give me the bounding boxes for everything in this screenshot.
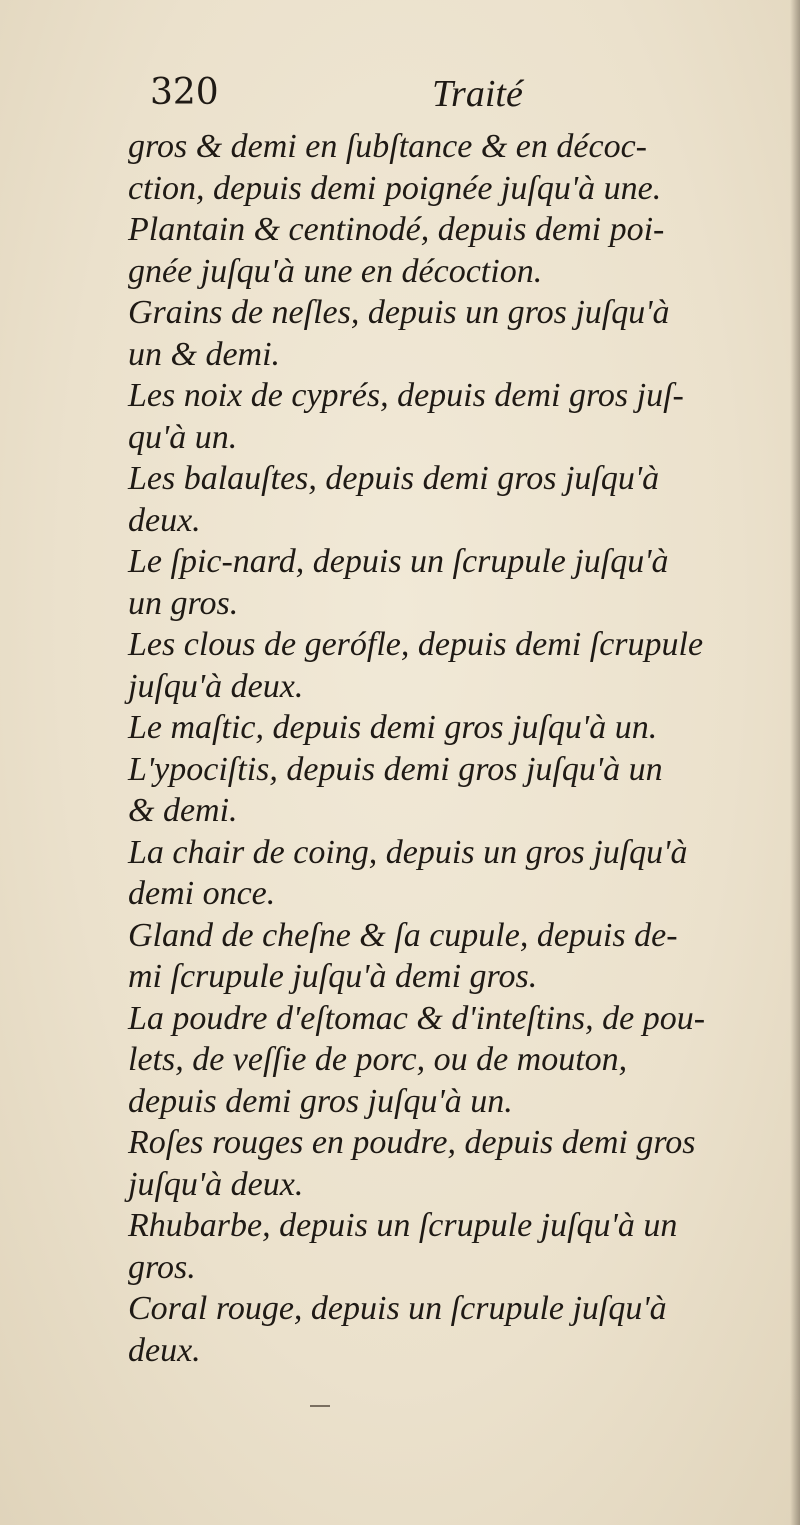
entry-grains-nefles [128, 292, 778, 375]
entry-balaustes [128, 458, 778, 541]
entry-line: Le ſpic-nard, depuis un ſcrupule juſqu'à [128, 543, 669, 580]
entry-noix-cypres [128, 375, 778, 458]
entry-line: depuis demi gros juſqu'à un. [128, 1082, 513, 1120]
entry-line: La chair de coing, depuis un gros juſqu'à [128, 833, 688, 871]
running-head: Traité [432, 73, 523, 115]
entry-line: juſqu'à deux. [128, 667, 304, 705]
entry-mastic [128, 707, 778, 749]
entry-line: lets, de veſſie de porc, ou de mouton, [128, 1041, 628, 1078]
entry-rhubarbe [128, 1205, 778, 1288]
entry-line: un & demi. [128, 335, 281, 373]
entry-line: deux. [128, 501, 201, 539]
page-number: 320 [150, 72, 219, 113]
entry-chair-coing [128, 832, 778, 915]
footer-mark [310, 1405, 330, 1407]
entry-line: qu'à un. [128, 418, 238, 456]
entry-gland-chesne [128, 915, 778, 998]
entry-plantain [128, 209, 778, 292]
entry-line: & demi. [128, 792, 238, 829]
entry-clous-gerofle [128, 624, 778, 707]
entry-line: Rhubarbe, depuis un ſcrupule juſqu'à un [128, 1207, 678, 1244]
entry-line: Les clous de gerófle, depuis demi ſcrupule [128, 626, 704, 663]
entry-line: Gland de cheſne & ſa cupule, depuis de- [128, 916, 678, 954]
page-header [150, 72, 770, 124]
entry-line: Coral rouge, depuis un ſcrupule juſqu'à [128, 1290, 667, 1327]
entry-line: juſqu'à deux. [128, 1165, 304, 1203]
entry-ypocistis [128, 749, 778, 832]
entry-line: Grains de neſles, depuis un gros juſqu'à [128, 294, 670, 331]
entry-spic-nard [128, 541, 778, 624]
entry-line: demi once. [128, 875, 276, 912]
entry-line: deux. [128, 1331, 201, 1369]
entry-line: Le maſtic, depuis demi gros juſqu'à un. [128, 709, 658, 746]
entry-coral-rouge [128, 1288, 778, 1371]
entry-line: Plantain & centinodé, depuis demi poi- [128, 211, 665, 248]
entry-line: Les noix de cyprés, depuis demi gros juſ- [128, 377, 684, 414]
entry-line: Les balauſtes, depuis demi gros juſqu'à [128, 460, 660, 497]
entry-line: Roſes rouges en poudre, depuis demi gros [128, 1124, 696, 1161]
entry-line: L'ypociſtis, depuis demi gros juſqu'à un [128, 750, 663, 788]
entry-line: mi ſcrupule juſqu'à demi gros. [128, 958, 538, 995]
entry-line: gros. [128, 1248, 196, 1286]
entry-line: ction, depuis demi poignée juſqu'à une. [128, 169, 662, 207]
entry-gros-demi [128, 126, 778, 209]
entry-line: gnée juſqu'à une en décoction. [128, 252, 543, 290]
page-edge-shadow [790, 0, 800, 1525]
entry-roses-rouges [128, 1122, 778, 1205]
entry-line: gros & demi en ſubſtance & en décoc- [128, 128, 647, 165]
entry-poudre-estomac [128, 998, 778, 1123]
entry-line: un gros. [128, 584, 239, 622]
entry-line: La poudre d'eſtomac & d'inteſtins, de pou- [128, 999, 706, 1037]
text-block [128, 126, 778, 1371]
